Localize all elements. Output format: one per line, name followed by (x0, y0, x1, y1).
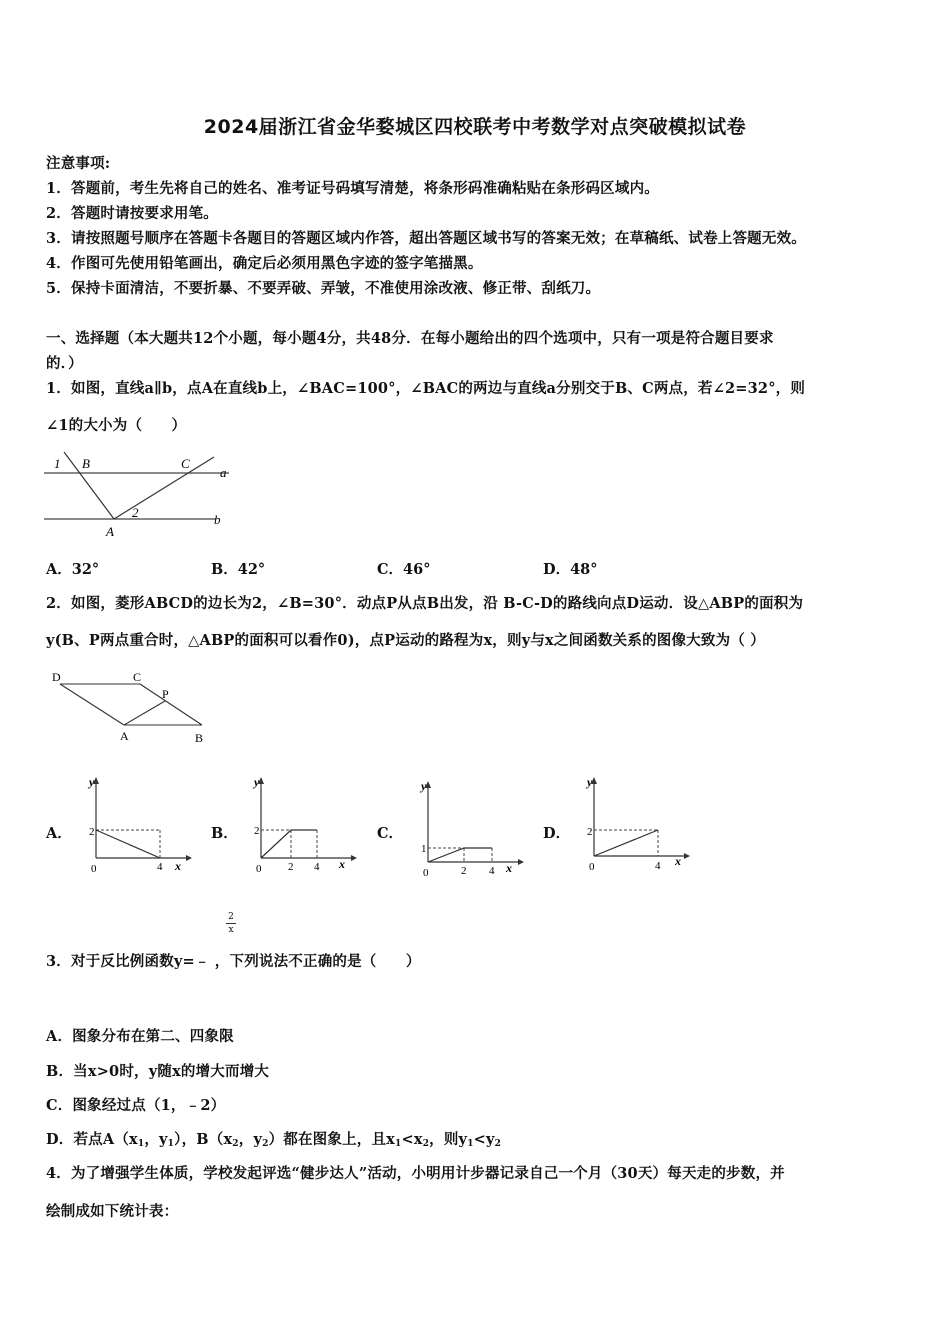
q1-option-a[interactable]: A．32° (46, 561, 100, 578)
segment-ac (114, 457, 214, 519)
y-tick-label: 2 (89, 826, 95, 838)
section-heading-cont: 的．） (46, 355, 83, 372)
q1-stem: 1．如图，直线a∥b，点A在直线b上，∠BAC=100°，∠BAC的两边与直线a分别交于B、C两点，若∠2=32°，则 (46, 380, 806, 397)
q2-stem-cont: y(B、P两点重合时，△ABP的面积可以看作0)，点P运动的路程为x，则y与x之间函数关系的图像大致为（ ） (46, 632, 765, 649)
origin-label: 0 (91, 863, 97, 875)
q1-option-b[interactable]: B．42° (211, 561, 266, 578)
q2-option-a-letter[interactable]: A． (46, 825, 72, 842)
x-tick-label: 4 (157, 861, 163, 873)
q3-option-d[interactable]: D．若点$A(x_1$，$y_1$），$B(x_2$，$y_2$）都在图象上，且$x_1<x_2$，则$y_1<y_2$ (46, 1131, 502, 1149)
y-tick-label: 1 (421, 843, 427, 855)
x-axis-arrow (684, 853, 690, 859)
point-a-label: A (120, 729, 129, 743)
q2-rhombus-figure (44, 664, 224, 748)
y-tick-label: 2 (254, 825, 260, 837)
fraction-denominator: x (228, 925, 234, 935)
x-axis-arrow (351, 855, 357, 861)
q2-graph-b[interactable] (245, 772, 357, 882)
q2-option-c-letter[interactable]: C． (377, 825, 404, 842)
line-b-label: b (214, 512, 221, 527)
q2-option-d-letter[interactable]: D． (543, 825, 571, 842)
q1-figure (44, 446, 244, 542)
y-axis-label: y (254, 775, 260, 789)
q3-option-b[interactable]: B．当x>0时，y随x的增大而增大 (46, 1063, 270, 1080)
section-heading: 一、选择题（本大题共12个小题，每小题4分，共48分．在每小题给出的四个选项中，只有一项是符合题目要求 (46, 330, 774, 347)
fraction-bar (226, 923, 236, 924)
line-a-label: a (220, 465, 227, 480)
y-tick-label: 2 (587, 826, 593, 838)
y-axis-label: y (587, 775, 593, 789)
point-a-label: A (106, 524, 114, 539)
q3-option-c[interactable]: C．图象经过点（1，﹣2） (46, 1097, 226, 1114)
origin-label: 0 (423, 867, 429, 879)
q3-option-a[interactable]: A．图象分布在第二、四象限 (46, 1028, 234, 1045)
notice-item: 4．作图可先使用铅笔画出，确定后必须用黑色字迹的签字笔描黑。 (46, 255, 483, 272)
x-axis-label: x (675, 854, 681, 868)
point-c-label: C (181, 456, 190, 471)
graph-line (594, 830, 658, 856)
notice-heading: 注意事项: (46, 155, 111, 172)
q2-option-b-letter[interactable]: B． (211, 825, 238, 842)
page-title: 2024届浙江省金华婺城区四校联考中考数学对点突破模拟试卷 (203, 116, 747, 138)
q1-stem-cont: ∠1的大小为（ ） (46, 417, 187, 434)
x-axis-label: x (339, 857, 345, 871)
x-axis-label: x (506, 861, 512, 875)
side-da (60, 684, 124, 725)
q3-stem: 3．对于反比例函数y=﹣ ，下列说法不正确的是（ ） (46, 953, 421, 970)
segment-ap (124, 701, 165, 725)
q4-stem-cont: 绘制成如下统计表： (46, 1203, 179, 1220)
graph-line (428, 848, 492, 862)
x-axis-arrow (186, 855, 192, 861)
notice-item: 3．请按照题号顺序在答题卡各题目的答题区域内作答，超出答题区域书写的答案无效；在草稿纸、试卷上答题无效。 (46, 230, 806, 247)
q2-stem: 2．如图，菱形ABCD的边长为2，∠B=30°．动点P从点B出发，沿 B-C-D的路线向点D运动．设△ABP的面积为 (46, 595, 804, 612)
q1-option-d[interactable]: D．48° (543, 561, 598, 578)
point-b-label: B (82, 456, 90, 471)
angle-1-label: 1 (54, 456, 61, 471)
q2-graph-a[interactable] (80, 772, 192, 882)
q3-fraction (226, 912, 236, 935)
x-tick-label: 2 (288, 861, 294, 873)
origin-label: 0 (589, 861, 595, 873)
angle-2-label: 2 (132, 505, 139, 520)
q2-graph-d[interactable] (578, 772, 690, 882)
x-tick-label: 4 (655, 860, 661, 872)
q1-option-c[interactable]: C．46° (377, 561, 431, 578)
x-tick-label: 4 (314, 861, 320, 873)
x-tick-label: 4 (489, 865, 495, 877)
point-c-label: C (133, 670, 142, 684)
notice-item: 1．答题前，考生先将自己的姓名、准考证号码填写清楚，将条形码准确粘贴在条形码区域内。 (46, 180, 659, 197)
point-b-label: B (195, 731, 204, 745)
origin-label: 0 (256, 863, 262, 875)
graph-line (261, 830, 317, 858)
x-axis-arrow (518, 859, 524, 865)
point-d-label: D (52, 670, 61, 684)
y-axis-label: y (421, 779, 427, 793)
notice-item: 5．保持卡面清洁，不要折暴、不要弄破、弄皱，不准使用涂改液、修正带、刮纸刀。 (46, 280, 601, 297)
fraction-numerator: 2 (228, 912, 234, 922)
y-axis-label: y (89, 775, 95, 789)
graph-line (96, 830, 160, 858)
q2-graph-c[interactable] (412, 776, 524, 886)
q4-stem: 4．为了增强学生体质，学校发起评选“健步达人”活动，小明用计步器记录自己一个月（30天）每天走的步数，并 (46, 1165, 785, 1182)
x-tick-label: 2 (461, 865, 467, 877)
point-p-label: P (162, 687, 169, 701)
notice-item: 2．答题时请按要求用笔。 (46, 205, 218, 222)
x-axis-label: x (175, 859, 181, 873)
side-cb (140, 684, 202, 725)
